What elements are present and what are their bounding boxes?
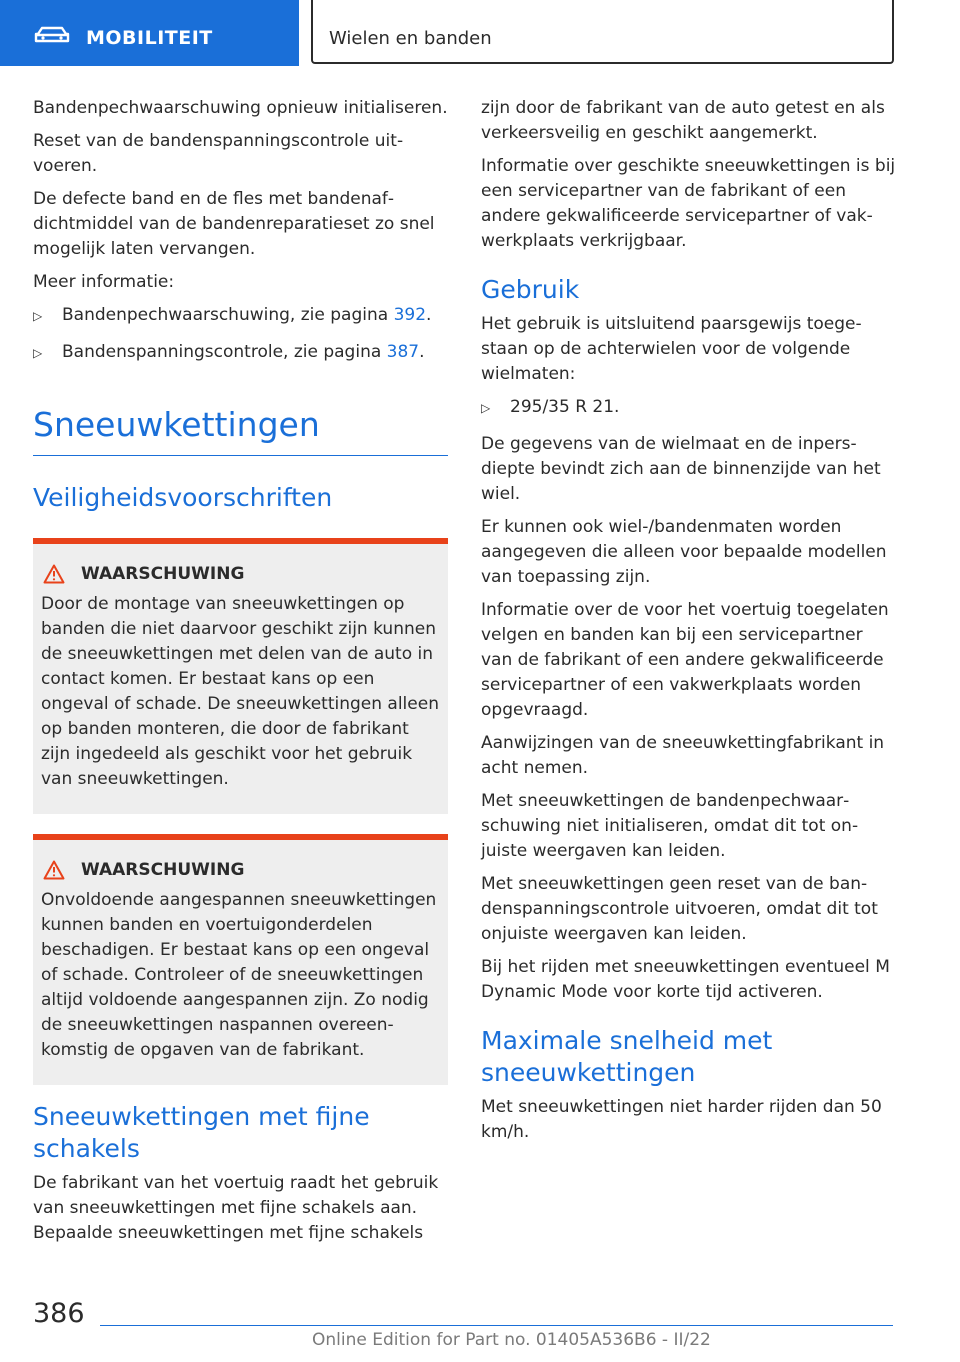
list-item-text: Bandenspanningscontrole, zie pagina	[62, 342, 387, 362]
right-column	[481, 96, 897, 1153]
page-link[interactable]: 392	[393, 305, 427, 325]
paragraph: zijn door de fabrikant van de auto getest en als verkeersveilig en geschikt aangemerkt.	[481, 98, 885, 143]
chapter-title: MOBILITEIT	[86, 27, 213, 49]
list-item-end: .	[419, 342, 425, 362]
more-info-list	[33, 303, 448, 365]
warning-header	[41, 562, 440, 586]
warning-title: WAARSCHUWING	[81, 564, 245, 584]
subsection-heading: Maximale snelheid met sneeuwkettingen	[481, 1026, 773, 1087]
wheel-size-list	[481, 395, 897, 420]
paragraph: Met sneeuwkettingen geen reset van de bandenspanningscontrole uitvoeren, omdat dit tot onjuiste weergaven kan leiden.	[481, 874, 878, 944]
warning-box	[33, 538, 448, 814]
paragraph: Bandenpechwaarschuwing opnieuw initialiseren.	[33, 98, 448, 118]
warning-header	[41, 858, 440, 882]
paragraph: Met sneeuwkettingen niet harder rijden dan 50 km/h.	[481, 1097, 882, 1142]
warning-text: Door de montage van sneeuwkettingen op banden die niet daarvoor geschikt zijn kunnen de sneeuwkettingen met delen van de auto in contact komen. Er bestaat kans op een ongeval of schade. De sneeuwkettingen alleen op banden monteren, die door de fabrikant zijn ingedeeld als geschikt voor het gebruik van sneeuwkettingen.	[41, 594, 439, 789]
car-icon	[34, 26, 70, 44]
edition-label: Online Edition for Part no. 01405A536B6 - II/22	[312, 1330, 711, 1350]
page-number: 386	[33, 1298, 85, 1329]
triangle-right-icon: ▷	[481, 401, 491, 415]
warning-triangle-icon	[43, 564, 65, 584]
warning-text: Onvoldoende aangespannen sneeuwkettingen kunnen banden en voertuigonderdelen beschadigen. Er bestaat kans op een ongeval of schade. Controleer of de sneeuwkettingen altijd voldoende aangespannen zijn. Zo nodig de sneeuwkettingen naspannen overeenkomstig de opgaven van de fabrikant.	[41, 890, 437, 1060]
page-header	[0, 0, 960, 66]
paragraph: Reset van de bandenspanningscontrole uitvoeren.	[33, 131, 404, 176]
list-item	[481, 395, 897, 420]
page-link[interactable]: 387	[386, 342, 420, 362]
paragraph: Aanwijzingen van de sneeuwkettingfabrikant in acht nemen.	[481, 733, 885, 778]
warning-box	[33, 834, 448, 1085]
paragraph: Met sneeuwkettingen de bandenpechwaarschuwing niet initialiseren, omdat dit tot onjuiste weergaven kan leiden.	[481, 791, 859, 861]
paragraph: Er kunnen ook wiel-/bandenmaten worden aangegeven die alleen voor bepaalde modellen van toepassing zijn.	[481, 517, 887, 587]
paragraph: Informatie over geschikte sneeuwkettingen is bij een servicepartner van de fabrikant of een andere gekwalificeerde servicepartner of vakwerkplaats verkrijgbaar.	[481, 156, 896, 251]
footer-divider	[100, 1325, 893, 1326]
left-column	[33, 96, 448, 1254]
list-item-text: Bandenpechwaarschuwing, zie pagina	[62, 305, 394, 325]
paragraph: De defecte band en de fles met bandenafdichtmiddel van de bandenreparatieset zo snel mogelijk laten vervangen.	[33, 189, 435, 259]
warning-triangle-icon	[43, 860, 65, 880]
section-heading: Veiligheidsvoorschriften	[33, 483, 333, 512]
list-item	[33, 303, 448, 328]
triangle-right-icon: ▷	[33, 346, 43, 360]
section-box	[311, 0, 894, 64]
paragraph: Meer informatie:	[33, 272, 175, 292]
paragraph: Bij het rijden met sneeuwkettingen eventueel M Dynamic Mode voor korte tijd activeren.	[481, 957, 890, 1002]
paragraph: Het gebruik is uitsluitend paarsgewijs toegestaan op de achterwielen voor de volgende wielmaten:	[481, 314, 862, 384]
chapter-tab[interactable]	[0, 0, 299, 66]
paragraph: De fabrikant van het voertuig raadt het gebruik van sneeuwkettingen met fijne schakels aan. Bepaalde sneeuwkettingen met fijne schakels	[33, 1173, 439, 1243]
section-title: Wielen en banden	[329, 28, 492, 49]
chapter-heading: Sneeuwkettingen	[33, 405, 448, 456]
list-item-text: 295/35 R 21.	[510, 397, 620, 417]
list-item-end: .	[426, 305, 432, 325]
section-heading: Sneeuwkettingen met fijne schakels	[33, 1102, 370, 1163]
paragraph: De gegevens van de wielmaat en de inpersdiepte bevindt zich aan de binnenzijde van het wiel.	[481, 434, 881, 504]
warning-title: WAARSCHUWING	[81, 860, 245, 880]
paragraph: Informatie over de voor het voertuig toegelaten velgen en banden kan bij een servicepartner van de fabrikant of een andere gekwalificeerde servicepartner of een vakwerkplaats worden opgevraagd.	[481, 600, 889, 720]
triangle-right-icon: ▷	[33, 309, 43, 323]
subsection-heading: Gebruik	[481, 275, 580, 304]
list-item	[33, 340, 448, 365]
